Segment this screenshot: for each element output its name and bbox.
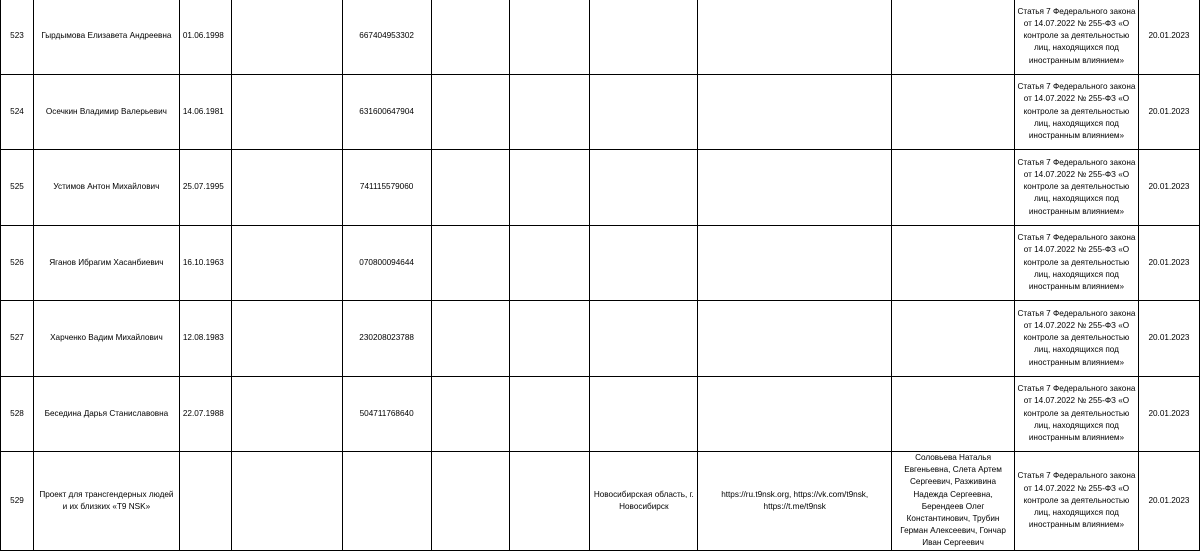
- table-row-528: [1, 376, 1200, 452]
- cell-empty: [510, 225, 590, 301]
- cell-inn: [342, 452, 431, 551]
- cell-name: Харченко Вадим Михайлович: [33, 301, 179, 377]
- cell-empty: [510, 452, 590, 551]
- cell-name: Устимов Антон Михайлович: [33, 150, 179, 226]
- cell-empty: [231, 301, 342, 377]
- cell-name: Проект для трансгендерных людей и их близких «T9 NSK»: [33, 452, 179, 551]
- cell-web-resources: [698, 0, 892, 74]
- table-row-526: [1, 225, 1200, 301]
- cell-empty: [510, 150, 590, 226]
- cell-web-resources: [698, 225, 892, 301]
- cell-legal-basis: Статья 7 Федерального закона от 14.07.2022 № 255-ФЗ «О контроле за деятельностью лиц, находящихся под иностранным влиянием»: [1015, 225, 1139, 301]
- cell-legal-basis: Статья 7 Федерального закона от 14.07.2022 № 255-ФЗ «О контроле за деятельностью лиц, находящихся под иностранным влиянием»: [1015, 150, 1139, 226]
- cell-empty: [431, 452, 510, 551]
- cell-participants: [892, 225, 1015, 301]
- cell-name: Беседина Дарья Станиславовна: [33, 376, 179, 452]
- cell-empty: [431, 225, 510, 301]
- cell-inn: 230208023788: [342, 301, 431, 377]
- cell-inclusion-date: 20.01.2023: [1138, 150, 1199, 226]
- cell-empty: [510, 301, 590, 377]
- cell-legal-basis: Статья 7 Федерального закона от 14.07.2022 № 255-ФЗ «О контроле за деятельностью лиц, находящихся под иностранным влиянием»: [1015, 0, 1139, 74]
- table-body: [1, 0, 1200, 550]
- cell-legal-basis: Статья 7 Федерального закона от 14.07.2022 № 255-ФЗ «О контроле за деятельностью лиц, находящихся под иностранным влиянием»: [1015, 301, 1139, 377]
- cell-legal-basis: Статья 7 Федерального закона от 14.07.2022 № 255-ФЗ «О контроле за деятельностью лиц, находящихся под иностранным влиянием»: [1015, 74, 1139, 150]
- cell-empty: [231, 376, 342, 452]
- cell-empty: [510, 376, 590, 452]
- cell-empty: [431, 376, 510, 452]
- cell-empty: [510, 74, 590, 150]
- cell-number: 529: [1, 452, 34, 551]
- cell-legal-basis: Статья 7 Федерального закона от 14.07.2022 № 255-ФЗ «О контроле за деятельностью лиц, находящихся под иностранным влиянием»: [1015, 452, 1139, 551]
- cell-inclusion-date: 20.01.2023: [1138, 0, 1199, 74]
- cell-participants: [892, 301, 1015, 377]
- cell-inclusion-date: 20.01.2023: [1138, 376, 1199, 452]
- cell-participants: [892, 376, 1015, 452]
- cell-birth-date: 01.06.1998: [179, 0, 231, 74]
- cell-web-resources: [698, 301, 892, 377]
- cell-participants: [892, 0, 1015, 74]
- cell-empty: [431, 301, 510, 377]
- cell-empty: [231, 225, 342, 301]
- cell-name: Яганов Ибрагим Хасанбиевич: [33, 225, 179, 301]
- cell-web-resources: [698, 376, 892, 452]
- cell-inclusion-date: 20.01.2023: [1138, 452, 1199, 551]
- cell-empty: [431, 74, 510, 150]
- cell-address: [590, 301, 698, 377]
- cell-address: Новосибирская область, г. Новосибирск: [590, 452, 698, 551]
- cell-inn: 741115579060: [342, 150, 431, 226]
- cell-empty: [231, 0, 342, 74]
- table-row-525: [1, 150, 1200, 226]
- cell-name: Осечкин Владимир Валерьевич: [33, 74, 179, 150]
- cell-number: 523: [1, 0, 34, 74]
- cell-address: [590, 150, 698, 226]
- cell-birth-date: 25.07.1995: [179, 150, 231, 226]
- cell-birth-date: 22.07.1988: [179, 376, 231, 452]
- cell-number: 526: [1, 225, 34, 301]
- cell-empty: [231, 452, 342, 551]
- cell-empty: [231, 74, 342, 150]
- cell-address: [590, 376, 698, 452]
- cell-participants: Соловьева Наталья Евгеньевна, Слета Артем Сергеевич, Разживина Надежда Сергеевна, Берендеев Олег Константинович, Трубин Герман Алексеевич, Гончар Иван Сергеевич: [892, 452, 1015, 551]
- cell-address: [590, 0, 698, 74]
- cell-empty: [431, 150, 510, 226]
- cell-inn: 504711768640: [342, 376, 431, 452]
- cell-inn: 070800094644: [342, 225, 431, 301]
- cell-number: 527: [1, 301, 34, 377]
- cell-web-resources: https://ru.t9nsk.org, https://vk.com/t9nsk, https://t.me/t9nsk: [698, 452, 892, 551]
- cell-birth-date: 14.06.1981: [179, 74, 231, 150]
- cell-empty: [510, 0, 590, 74]
- cell-inn: 631600647904: [342, 74, 431, 150]
- cell-empty: [231, 150, 342, 226]
- cell-address: [590, 225, 698, 301]
- cell-web-resources: [698, 74, 892, 150]
- cell-inclusion-date: 20.01.2023: [1138, 301, 1199, 377]
- cell-number: 524: [1, 74, 34, 150]
- cell-address: [590, 74, 698, 150]
- cell-legal-basis: Статья 7 Федерального закона от 14.07.2022 № 255-ФЗ «О контроле за деятельностью лиц, находящихся под иностранным влиянием»: [1015, 376, 1139, 452]
- cell-birth-date: [179, 452, 231, 551]
- table-row-524: [1, 74, 1200, 150]
- cell-participants: [892, 74, 1015, 150]
- cell-name: Гырдымова Елизавета Андреевна: [33, 0, 179, 74]
- cell-participants: [892, 150, 1015, 226]
- cell-inclusion-date: 20.01.2023: [1138, 74, 1199, 150]
- cell-empty: [431, 0, 510, 74]
- table-row-523: [1, 0, 1200, 74]
- cell-inn: 667404953302: [342, 0, 431, 74]
- cell-inclusion-date: 20.01.2023: [1138, 225, 1199, 301]
- table-row-529: [1, 452, 1200, 551]
- cell-birth-date: 16.10.1963: [179, 225, 231, 301]
- cell-number: 525: [1, 150, 34, 226]
- cell-web-resources: [698, 150, 892, 226]
- cell-number: 528: [1, 376, 34, 452]
- table-row-527: [1, 301, 1200, 377]
- cell-birth-date: 12.08.1983: [179, 301, 231, 377]
